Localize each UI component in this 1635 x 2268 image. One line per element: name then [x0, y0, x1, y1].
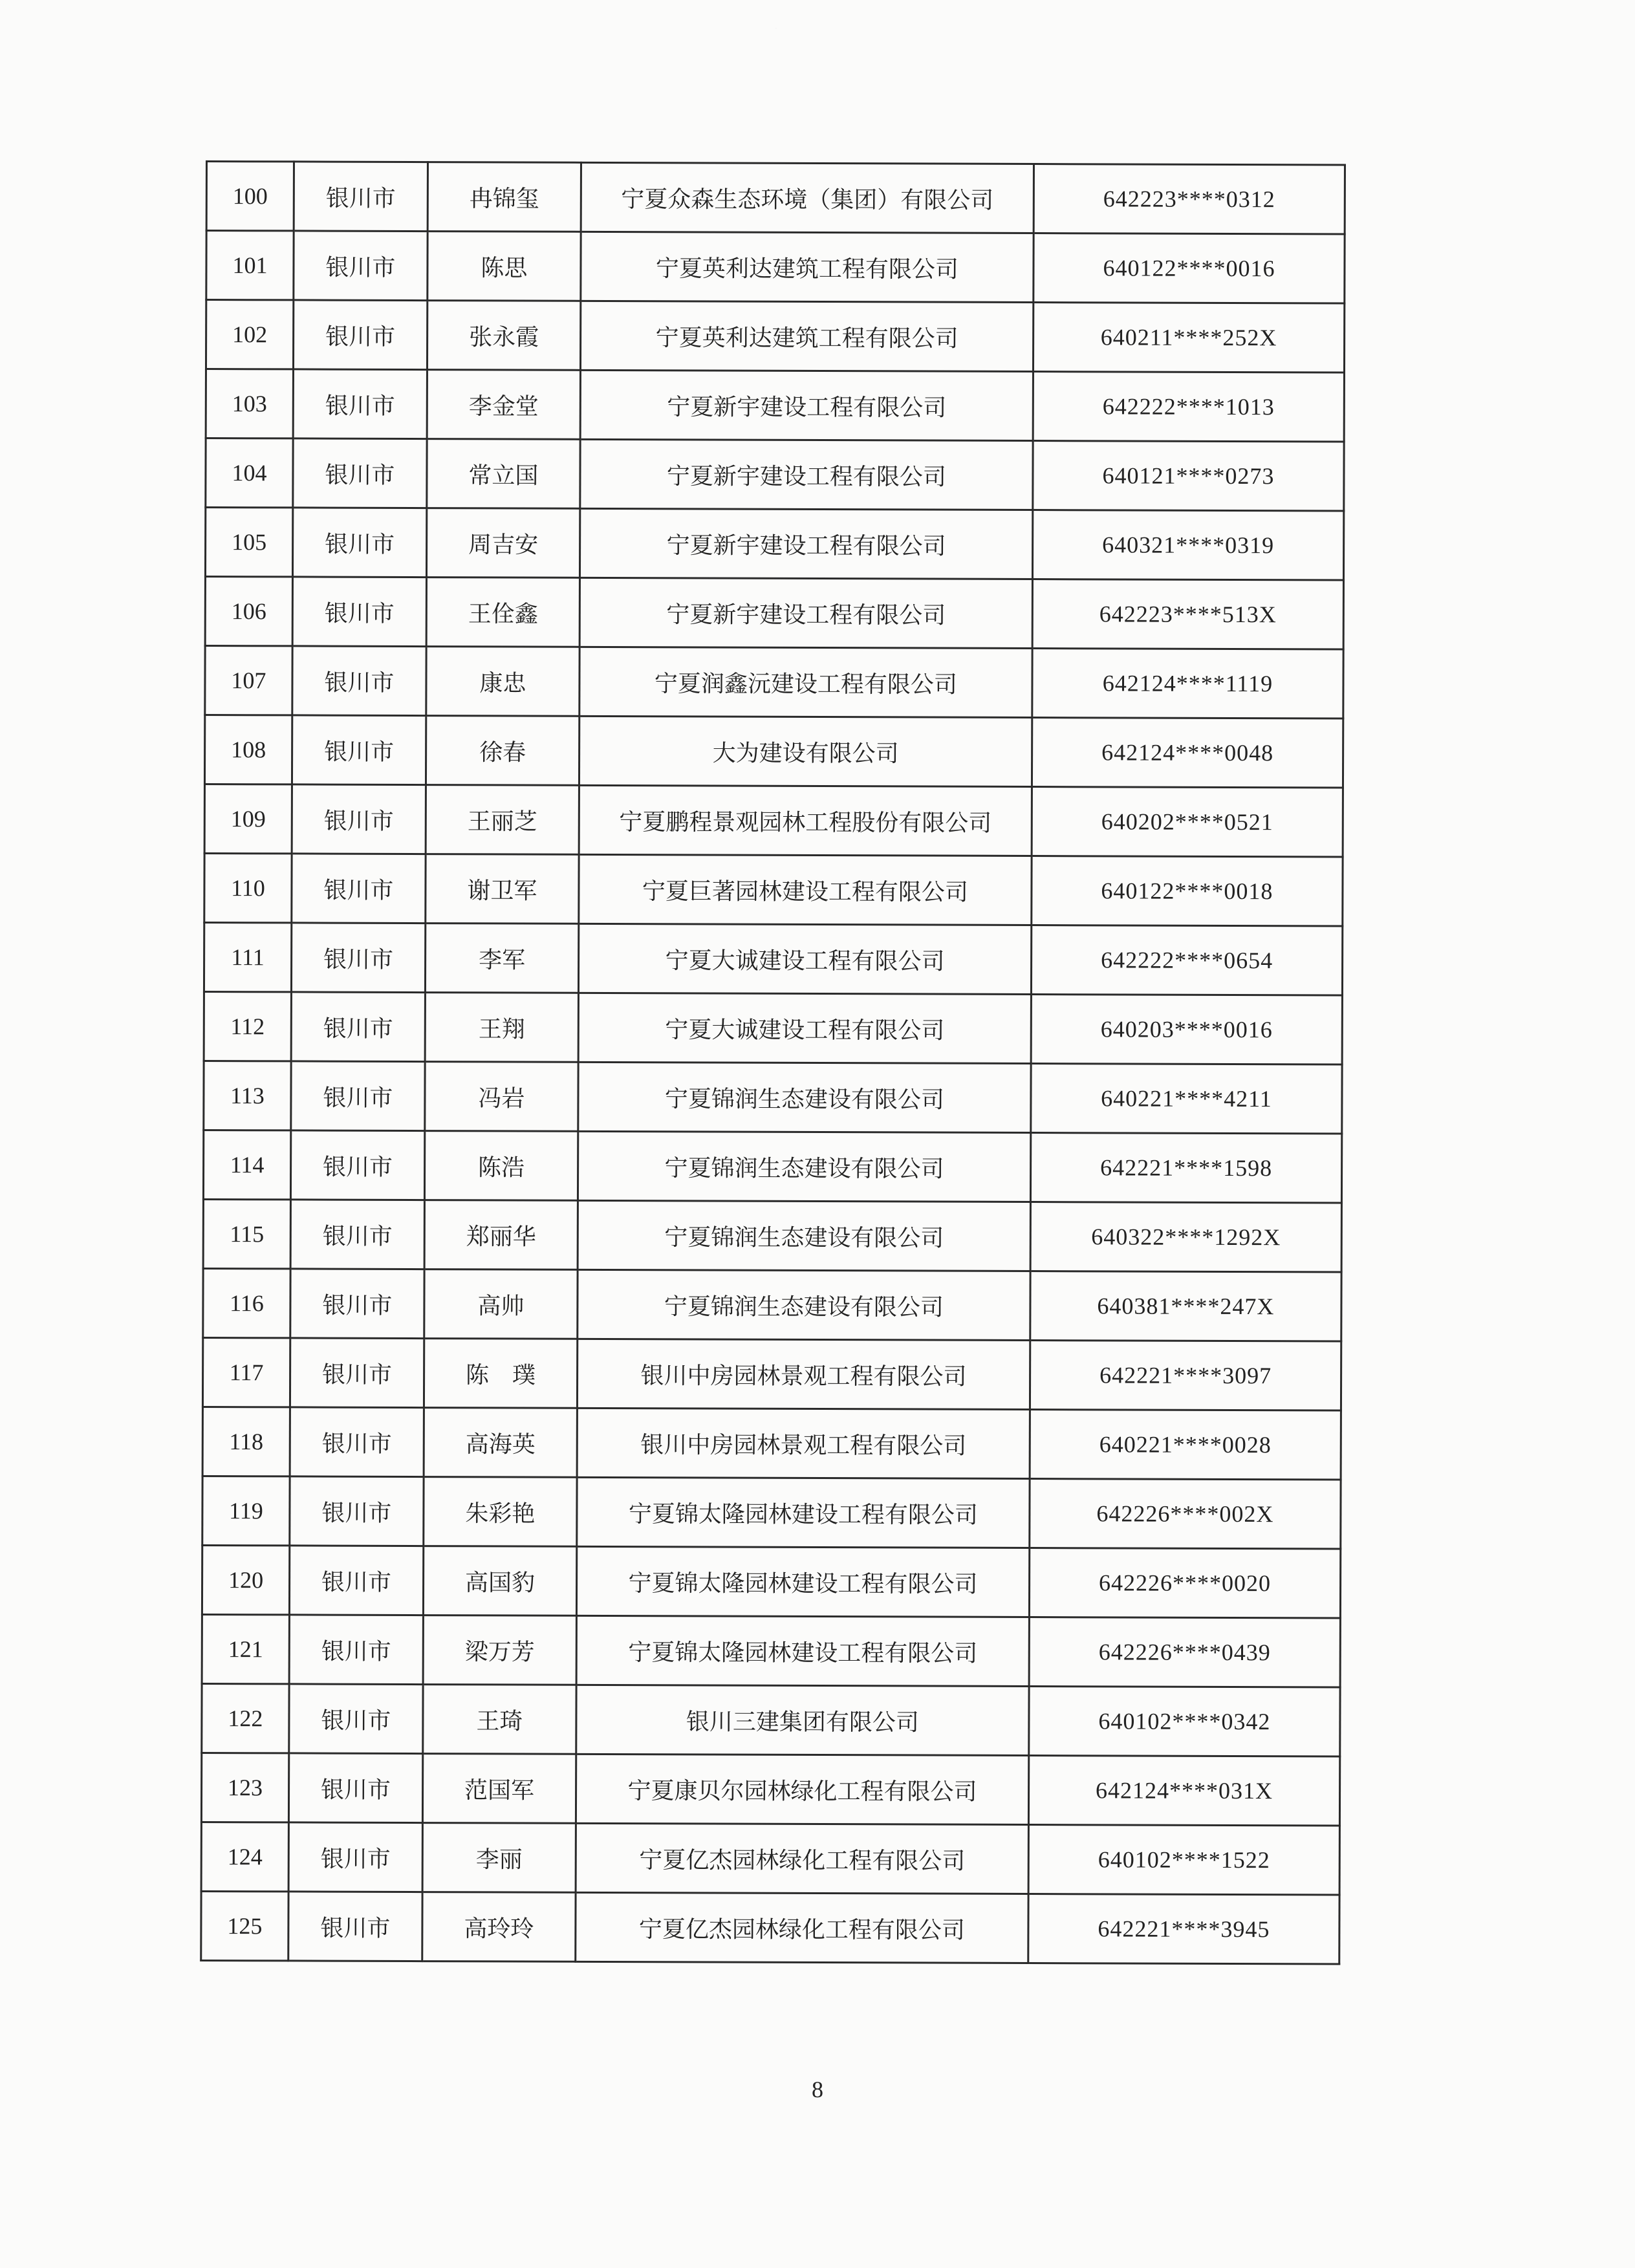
city-cell: 银川市 [291, 923, 425, 993]
id-number-cell: 642223****513X [1032, 579, 1343, 650]
company-cell: 宁夏英利达建筑工程有限公司 [581, 232, 1034, 302]
table-row [206, 162, 1345, 235]
company-cell: 宁夏锦太隆园林建设工程有限公司 [577, 1477, 1030, 1548]
company-cell: 宁夏亿杰园林绿化工程有限公司 [576, 1892, 1028, 1963]
row-number-cell: 111 [204, 922, 291, 991]
row-number-cell: 119 [202, 1476, 290, 1545]
company-cell: 大为建设有限公司 [579, 716, 1032, 786]
table-row [201, 1822, 1339, 1895]
company-cell: 宁夏锦润生态建设有限公司 [578, 1269, 1030, 1340]
row-number-cell: 114 [203, 1130, 290, 1199]
company-cell: 宁夏康贝尔园林绿化工程有限公司 [576, 1754, 1028, 1824]
table-row [206, 438, 1344, 512]
city-cell: 银川市 [294, 231, 428, 301]
table-row [202, 1614, 1340, 1687]
person-name-cell: 郑丽华 [424, 1200, 578, 1270]
id-number-cell: 642221****3945 [1028, 1894, 1339, 1965]
city-cell: 银川市 [291, 1061, 425, 1131]
person-name-cell: 谢卫军 [426, 854, 579, 924]
table-row [202, 1545, 1340, 1618]
person-name-cell: 李军 [425, 923, 578, 993]
person-name-cell: 高海英 [424, 1408, 577, 1478]
row-number-cell: 113 [204, 1061, 291, 1130]
row-number-cell: 118 [202, 1407, 290, 1476]
company-cell: 宁夏大诚建设工程有限公司 [578, 993, 1031, 1063]
id-number-cell: 642221****1598 [1030, 1133, 1341, 1204]
row-number-cell: 106 [205, 577, 292, 646]
roster-table [200, 160, 1346, 1965]
city-cell: 银川市 [293, 300, 427, 370]
company-cell: 宁夏锦润生态建设有限公司 [578, 1131, 1030, 1202]
table-row [202, 1683, 1340, 1756]
person-name-cell: 王翔 [425, 993, 578, 1063]
table-row [201, 1891, 1339, 1964]
id-number-cell: 642222****0654 [1031, 925, 1342, 996]
person-name-cell: 王丽芝 [426, 785, 579, 855]
city-cell: 银川市 [288, 1753, 422, 1823]
person-name-cell: 王琦 [423, 1685, 576, 1755]
table-row [204, 922, 1342, 995]
person-name-cell: 冉锦玺 [428, 162, 581, 232]
city-cell: 银川市 [290, 1338, 424, 1408]
id-number-cell: 640321****0319 [1032, 510, 1343, 581]
city-cell: 银川市 [290, 1200, 424, 1269]
row-number-cell: 101 [206, 231, 294, 300]
person-name-cell: 徐春 [426, 716, 579, 786]
table-row [203, 1268, 1341, 1341]
city-cell: 银川市 [290, 1476, 424, 1546]
id-number-cell: 640122****0016 [1034, 233, 1345, 304]
city-cell: 银川市 [289, 1684, 423, 1754]
person-name-cell: 陈浩 [424, 1131, 578, 1201]
roster-table-body [201, 162, 1345, 1965]
company-cell: 宁夏新宇建设工程有限公司 [579, 578, 1032, 648]
table-row [206, 231, 1345, 304]
row-number-cell: 105 [205, 508, 292, 577]
table-row [202, 1337, 1341, 1410]
id-number-cell: 642124****031X [1028, 1756, 1339, 1826]
table-row [204, 853, 1343, 926]
company-cell: 银川中房园林景观工程有限公司 [577, 1408, 1030, 1478]
row-number-cell: 120 [202, 1545, 289, 1614]
id-number-cell: 642124****0048 [1032, 718, 1343, 788]
city-cell: 银川市 [293, 438, 427, 508]
company-cell: 宁夏英利达建筑工程有限公司 [580, 301, 1033, 371]
scan-artifact [530, 5, 1022, 44]
id-number-cell: 640381****247X [1030, 1271, 1341, 1342]
person-name-cell: 高玲玲 [422, 1892, 576, 1962]
person-name-cell: 梁万芳 [423, 1615, 576, 1685]
id-number-cell: 640221****4211 [1031, 1064, 1342, 1134]
city-cell: 银川市 [292, 715, 426, 785]
person-name-cell: 康忠 [426, 647, 579, 717]
id-number-cell: 640221****0028 [1030, 1410, 1341, 1480]
id-number-cell: 640322****1292X [1030, 1202, 1341, 1273]
row-number-cell: 125 [201, 1891, 288, 1960]
row-number-cell: 103 [206, 369, 293, 438]
row-number-cell: 108 [204, 715, 292, 784]
row-number-cell: 121 [202, 1614, 289, 1683]
city-cell: 银川市 [292, 577, 426, 647]
company-cell: 银川三建集团有限公司 [576, 1685, 1029, 1755]
company-cell: 宁夏润鑫沅建设工程有限公司 [579, 647, 1032, 717]
roster-table-container [200, 160, 1344, 1965]
id-number-cell: 640203****0016 [1031, 995, 1342, 1065]
id-number-cell: 640121****0273 [1033, 441, 1344, 512]
company-cell: 宁夏新宇建设工程有限公司 [580, 439, 1033, 510]
row-number-cell: 122 [202, 1683, 289, 1753]
id-number-cell: 642223****0312 [1034, 164, 1345, 235]
city-cell: 银川市 [292, 508, 426, 578]
table-row [206, 300, 1344, 373]
person-name-cell: 王佺鑫 [426, 578, 579, 647]
company-cell: 宁夏新宇建设工程有限公司 [580, 370, 1033, 440]
id-number-cell: 640102****0342 [1029, 1687, 1340, 1757]
city-cell: 银川市 [288, 1892, 422, 1961]
row-number-cell: 117 [202, 1337, 290, 1407]
table-row [204, 784, 1343, 858]
person-name-cell: 陈 璞 [424, 1339, 577, 1409]
table-row [202, 1407, 1341, 1480]
company-cell: 宁夏锦润生态建设有限公司 [578, 1062, 1031, 1132]
id-number-cell: 642226****0020 [1029, 1548, 1340, 1619]
company-cell: 宁夏大诚建设工程有限公司 [578, 923, 1031, 994]
table-row [205, 646, 1343, 719]
person-name-cell: 冯岩 [425, 1062, 578, 1132]
person-name-cell: 李金堂 [427, 370, 580, 440]
company-cell: 宁夏新宇建设工程有限公司 [579, 508, 1032, 579]
company-cell: 宁夏锦太隆园林建设工程有限公司 [576, 1546, 1029, 1617]
id-number-cell: 642124****1119 [1032, 649, 1343, 719]
id-number-cell: 640102****1522 [1028, 1825, 1339, 1895]
table-row [205, 577, 1343, 650]
person-name-cell: 范国军 [422, 1754, 576, 1824]
person-name-cell: 高帅 [424, 1269, 578, 1339]
row-number-cell: 115 [203, 1199, 290, 1268]
city-cell: 银川市 [288, 1822, 422, 1892]
city-cell: 银川市 [289, 1546, 423, 1615]
table-row [204, 1061, 1342, 1134]
row-number-cell: 124 [201, 1822, 288, 1891]
id-number-cell: 642226****002X [1030, 1479, 1341, 1550]
table-row [203, 1130, 1341, 1203]
city-cell: 银川市 [292, 784, 426, 854]
row-number-cell: 123 [201, 1753, 288, 1822]
person-name-cell: 张永霞 [427, 301, 580, 371]
city-cell: 银川市 [290, 1407, 424, 1477]
id-number-cell: 640122****0018 [1032, 856, 1343, 927]
row-number-cell: 116 [203, 1268, 290, 1337]
id-number-cell: 640211****252X [1033, 303, 1344, 373]
person-name-cell: 常立国 [427, 439, 580, 509]
city-cell: 银川市 [293, 369, 427, 439]
table-row [206, 369, 1344, 442]
table-row [205, 508, 1343, 581]
city-cell: 银川市 [290, 1269, 424, 1339]
row-number-cell: 102 [206, 300, 293, 369]
city-cell: 银川市 [291, 992, 425, 1062]
table-row [204, 991, 1342, 1064]
page-number: 8 [812, 2077, 823, 2102]
table-row [201, 1753, 1339, 1826]
company-cell: 宁夏众森生态环境（集团）有限公司 [581, 162, 1034, 233]
company-cell: 宁夏锦润生态建设有限公司 [578, 1200, 1030, 1271]
company-cell: 银川中房园林景观工程有限公司 [577, 1339, 1030, 1409]
table-row [202, 1476, 1341, 1549]
person-name-cell: 陈思 [428, 232, 581, 301]
row-number-cell: 109 [204, 784, 292, 854]
company-cell: 宁夏巨著园林建设工程有限公司 [579, 854, 1032, 925]
row-number-cell: 104 [206, 438, 293, 508]
company-cell: 宁夏鹏程景观园林工程股份有限公司 [579, 785, 1032, 856]
id-number-cell: 640202****0521 [1032, 787, 1343, 858]
city-cell: 银川市 [294, 162, 428, 232]
id-number-cell: 642221****3097 [1030, 1341, 1341, 1411]
city-cell: 银川市 [290, 1130, 424, 1200]
person-name-cell: 李丽 [422, 1823, 576, 1893]
city-cell: 银川市 [292, 646, 426, 716]
city-cell: 银川市 [292, 854, 426, 923]
id-number-cell: 642226****0439 [1029, 1617, 1340, 1688]
row-number-cell: 100 [206, 162, 294, 231]
row-number-cell: 110 [204, 853, 292, 922]
company-cell: 宁夏亿杰园林绿化工程有限公司 [576, 1823, 1028, 1894]
city-cell: 银川市 [289, 1615, 423, 1685]
table-row [203, 1199, 1341, 1272]
row-number-cell: 112 [204, 991, 291, 1061]
person-name-cell: 高国豹 [423, 1546, 576, 1616]
person-name-cell: 朱彩艳 [424, 1477, 577, 1547]
company-cell: 宁夏锦太隆园林建设工程有限公司 [576, 1615, 1029, 1686]
row-number-cell: 107 [205, 646, 292, 715]
person-name-cell: 周吉安 [426, 508, 579, 578]
id-number-cell: 642222****1013 [1033, 372, 1344, 442]
table-row [204, 715, 1343, 788]
